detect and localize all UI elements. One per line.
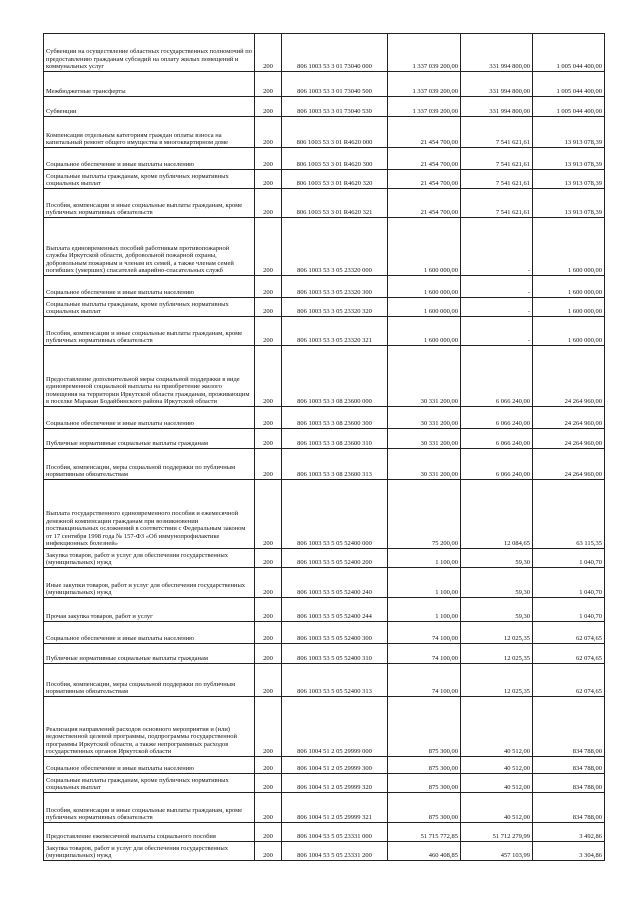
row-line-code-cell: 200 bbox=[255, 549, 282, 568]
row-unexecuted-amount-cell: 1 600 000,00 bbox=[533, 276, 605, 298]
row-approved-amount-cell: 21 454 700,00 bbox=[388, 117, 461, 148]
row-budget-code-cell: 806 1003 53 3 05 23320 300 bbox=[282, 276, 388, 298]
row-unexecuted-amount-cell: 1 005 044 400,00 bbox=[533, 34, 605, 72]
row-executed-amount-cell: 6 066 240,00 bbox=[461, 429, 533, 449]
row-line-code-cell: 200 bbox=[255, 276, 282, 298]
row-line-code-cell: 200 bbox=[255, 774, 282, 793]
row-unexecuted-amount-cell: 834 788,00 bbox=[533, 774, 605, 793]
row-budget-code-cell: 806 1003 53 5 05 52400 240 bbox=[282, 568, 388, 598]
row-approved-amount-cell: 21 454 700,00 bbox=[388, 170, 461, 189]
row-approved-amount-cell: 51 715 772,85 bbox=[388, 823, 461, 842]
row-executed-amount-cell: 12 025,35 bbox=[461, 622, 533, 644]
row-approved-amount-cell: 1 100,00 bbox=[388, 598, 461, 622]
row-name-cell: Компенсация отдельным категориям граждан оплаты взноса на капитальный ремонт общего имущества в многоквартирном доме bbox=[44, 117, 255, 148]
row-unexecuted-amount-cell: 24 264 960,00 bbox=[533, 346, 605, 407]
row-executed-amount-cell: 59,30 bbox=[461, 598, 533, 622]
row-budget-code-cell: 806 1003 53 3 01 R4620 320 bbox=[282, 170, 388, 189]
table-row bbox=[44, 644, 605, 664]
row-approved-amount-cell: 875 300,00 bbox=[388, 697, 461, 757]
row-executed-amount-cell: 331 994 800,00 bbox=[461, 97, 533, 117]
row-executed-amount-cell: 331 994 800,00 bbox=[461, 34, 533, 72]
row-budget-code-cell: 806 1004 51 2 05 29999 320 bbox=[282, 774, 388, 793]
row-approved-amount-cell: 75 200,00 bbox=[388, 480, 461, 549]
row-unexecuted-amount-cell: 62 074,65 bbox=[533, 664, 605, 697]
row-executed-amount-cell: 6 066 240,00 bbox=[461, 407, 533, 429]
row-name-cell: Социальные выплаты гражданам, кроме публичных нормативных социальных выплат bbox=[44, 774, 255, 793]
row-approved-amount-cell: 875 300,00 bbox=[388, 774, 461, 793]
row-line-code-cell: 200 bbox=[255, 622, 282, 644]
row-unexecuted-amount-cell: 13 913 078,39 bbox=[533, 148, 605, 170]
row-name-cell: Иные закупки товаров, работ и услуг для обеспечения государственных (муниципальных) нужд bbox=[44, 568, 255, 598]
row-executed-amount-cell: 7 541 621,61 bbox=[461, 189, 533, 218]
row-line-code-cell: 200 bbox=[255, 317, 282, 346]
row-budget-code-cell: 806 1003 53 3 05 23320 320 bbox=[282, 298, 388, 317]
table-row bbox=[44, 97, 605, 117]
row-name-cell: Прочая закупка товаров, работ и услуг bbox=[44, 598, 255, 622]
row-name-cell: Пособия, компенсации и иные социальные выплаты гражданам, кроме публичных нормативных обязательств bbox=[44, 189, 255, 218]
row-name-cell: Выплата государственного единовременного пособия и ежемесячной денежной компенсации гражданам при возникновении поствакцинальных осложнений в соответствии с Федеральным законом от 17 сентября 1998 года № 157-ФЗ «Об иммунопрофилактике инфекционных болезней» bbox=[44, 480, 255, 549]
row-approved-amount-cell: 460 408,85 bbox=[388, 842, 461, 861]
row-approved-amount-cell: 1 337 039 200,00 bbox=[388, 97, 461, 117]
row-budget-code-cell: 806 1003 53 3 08 23600 000 bbox=[282, 346, 388, 407]
row-budget-code-cell: 806 1003 53 5 05 52400 244 bbox=[282, 598, 388, 622]
table-row bbox=[44, 276, 605, 298]
row-line-code-cell: 200 bbox=[255, 598, 282, 622]
row-unexecuted-amount-cell: 1 040,70 bbox=[533, 549, 605, 568]
row-executed-amount-cell: 51 712 279,99 bbox=[461, 823, 533, 842]
row-budget-code-cell: 806 1003 53 5 05 52400 310 bbox=[282, 644, 388, 664]
table-row bbox=[44, 480, 605, 549]
row-budget-code-cell: 806 1003 53 3 05 23320 000 bbox=[282, 218, 388, 276]
table-row bbox=[44, 34, 605, 72]
row-executed-amount-cell: 6 066 240,00 bbox=[461, 346, 533, 407]
row-unexecuted-amount-cell: 834 788,00 bbox=[533, 757, 605, 774]
row-executed-amount-cell: 12 084,65 bbox=[461, 480, 533, 549]
row-unexecuted-amount-cell: 1 040,70 bbox=[533, 568, 605, 598]
row-executed-amount-cell: 331 994 800,00 bbox=[461, 72, 533, 97]
row-name-cell: Межбюджетные трансферты bbox=[44, 72, 255, 97]
table-row bbox=[44, 407, 605, 429]
table-row bbox=[44, 842, 605, 861]
row-unexecuted-amount-cell: 62 074,65 bbox=[533, 622, 605, 644]
row-name-cell: Реализация направлений расходов основного мероприятия и (или) ведомственной целевой программы, подпрограммы государственной программы Иркутской области, а также непрограммных расходов государственных органов Иркутской области bbox=[44, 697, 255, 757]
row-line-code-cell: 200 bbox=[255, 449, 282, 480]
table-row bbox=[44, 774, 605, 793]
table-row bbox=[44, 622, 605, 644]
table-row bbox=[44, 793, 605, 823]
row-unexecuted-amount-cell: 13 913 078,39 bbox=[533, 189, 605, 218]
table-row bbox=[44, 148, 605, 170]
row-unexecuted-amount-cell: 1 600 000,00 bbox=[533, 218, 605, 276]
table-body bbox=[44, 34, 605, 861]
row-unexecuted-amount-cell: 1 600 000,00 bbox=[533, 317, 605, 346]
row-approved-amount-cell: 21 454 700,00 bbox=[388, 189, 461, 218]
row-name-cell: Социальное обеспечение и иные выплаты населению bbox=[44, 148, 255, 170]
row-budget-code-cell: 806 1003 53 3 01 R4620 300 bbox=[282, 148, 388, 170]
row-line-code-cell: 200 bbox=[255, 117, 282, 148]
row-unexecuted-amount-cell: 24 264 960,00 bbox=[533, 407, 605, 429]
row-line-code-cell: 200 bbox=[255, 34, 282, 72]
row-budget-code-cell: 806 1003 53 3 08 23600 313 bbox=[282, 449, 388, 480]
row-line-code-cell: 200 bbox=[255, 480, 282, 549]
row-approved-amount-cell: 30 331 200,00 bbox=[388, 449, 461, 480]
row-approved-amount-cell: 875 300,00 bbox=[388, 793, 461, 823]
row-line-code-cell: 200 bbox=[255, 793, 282, 823]
row-budget-code-cell: 806 1003 53 5 05 52400 200 bbox=[282, 549, 388, 568]
row-budget-code-cell: 806 1003 53 3 01 73040 530 bbox=[282, 97, 388, 117]
row-executed-amount-cell: 59,30 bbox=[461, 549, 533, 568]
row-executed-amount-cell: 6 066 240,00 bbox=[461, 449, 533, 480]
row-executed-amount-cell: - bbox=[461, 218, 533, 276]
row-approved-amount-cell: 30 331 200,00 bbox=[388, 346, 461, 407]
table-row bbox=[44, 218, 605, 276]
table-row bbox=[44, 449, 605, 480]
row-name-cell: Пособия, компенсации, меры социальной поддержки по публичным нормативным обязательствам bbox=[44, 664, 255, 697]
row-executed-amount-cell: 40 512,00 bbox=[461, 697, 533, 757]
row-executed-amount-cell: - bbox=[461, 298, 533, 317]
row-approved-amount-cell: 1 600 000,00 bbox=[388, 298, 461, 317]
row-approved-amount-cell: 1 600 000,00 bbox=[388, 317, 461, 346]
table-row bbox=[44, 549, 605, 568]
row-executed-amount-cell: 7 541 621,61 bbox=[461, 148, 533, 170]
row-name-cell: Предоставление дополнительной меры социальной поддержки в виде единовременной социальной выплаты на приобретение жилого помещения на территории Иркутской области гражданам, проживающим в поселке Маракан Бодайбинского района Иркутской области bbox=[44, 346, 255, 407]
row-budget-code-cell: 806 1004 51 2 05 29999 300 bbox=[282, 757, 388, 774]
row-executed-amount-cell: - bbox=[461, 317, 533, 346]
row-budget-code-cell: 806 1004 51 2 05 29999 321 bbox=[282, 793, 388, 823]
row-name-cell: Публичные нормативные социальные выплаты гражданам bbox=[44, 644, 255, 664]
row-budget-code-cell: 806 1003 53 5 05 52400 300 bbox=[282, 622, 388, 644]
table-row bbox=[44, 170, 605, 189]
row-approved-amount-cell: 30 331 200,00 bbox=[388, 429, 461, 449]
row-unexecuted-amount-cell: 1 600 000,00 bbox=[533, 298, 605, 317]
row-line-code-cell: 200 bbox=[255, 697, 282, 757]
row-executed-amount-cell: 12 025,35 bbox=[461, 644, 533, 664]
table-row bbox=[44, 697, 605, 757]
row-name-cell: Субвенции bbox=[44, 97, 255, 117]
row-line-code-cell: 200 bbox=[255, 148, 282, 170]
row-name-cell: Социальное обеспечение и иные выплаты населению bbox=[44, 757, 255, 774]
row-executed-amount-cell: 40 512,00 bbox=[461, 793, 533, 823]
row-approved-amount-cell: 1 337 039 200,00 bbox=[388, 72, 461, 97]
row-budget-code-cell: 806 1003 53 5 05 52400 000 bbox=[282, 480, 388, 549]
row-line-code-cell: 200 bbox=[255, 568, 282, 598]
row-name-cell: Социальные выплаты гражданам, кроме публичных нормативных социальных выплат bbox=[44, 298, 255, 317]
row-name-cell: Социальное обеспечение и иные выплаты населению bbox=[44, 622, 255, 644]
row-unexecuted-amount-cell: 63 115,35 bbox=[533, 480, 605, 549]
row-executed-amount-cell: 59,30 bbox=[461, 568, 533, 598]
table-row bbox=[44, 598, 605, 622]
row-unexecuted-amount-cell: 3 304,86 bbox=[533, 842, 605, 861]
row-unexecuted-amount-cell: 13 913 078,39 bbox=[533, 170, 605, 189]
row-budget-code-cell: 806 1003 53 3 05 23320 321 bbox=[282, 317, 388, 346]
row-unexecuted-amount-cell: 1 040,70 bbox=[533, 598, 605, 622]
table-row bbox=[44, 72, 605, 97]
row-unexecuted-amount-cell: 834 788,00 bbox=[533, 697, 605, 757]
table-row bbox=[44, 117, 605, 148]
row-line-code-cell: 200 bbox=[255, 429, 282, 449]
row-unexecuted-amount-cell: 3 492,86 bbox=[533, 823, 605, 842]
row-budget-code-cell: 806 1003 53 3 01 73040 000 bbox=[282, 34, 388, 72]
row-line-code-cell: 200 bbox=[255, 218, 282, 276]
budget-execution-table bbox=[43, 33, 605, 861]
row-unexecuted-amount-cell: 24 264 960,00 bbox=[533, 449, 605, 480]
row-approved-amount-cell: 1 100,00 bbox=[388, 549, 461, 568]
table-row bbox=[44, 189, 605, 218]
row-name-cell: Субвенции на осуществление областных государственных полномочий по предоставлению гражданам субсидий на оплату жилых помещений и коммунальных услуг bbox=[44, 34, 255, 72]
row-line-code-cell: 200 bbox=[255, 644, 282, 664]
row-unexecuted-amount-cell: 1 005 044 400,00 bbox=[533, 97, 605, 117]
row-line-code-cell: 200 bbox=[255, 346, 282, 407]
row-name-cell: Предоставление ежемесячной выплаты социального пособия bbox=[44, 823, 255, 842]
row-name-cell: Пособия, компенсации и иные социальные выплаты гражданам, кроме публичных нормативных обязательств bbox=[44, 317, 255, 346]
row-approved-amount-cell: 30 331 200,00 bbox=[388, 407, 461, 429]
row-name-cell: Социальные выплаты гражданам, кроме публичных нормативных социальных выплат bbox=[44, 170, 255, 189]
table-row bbox=[44, 346, 605, 407]
row-budget-code-cell: 806 1003 53 3 01 R4620 321 bbox=[282, 189, 388, 218]
row-budget-code-cell: 806 1004 51 2 05 29999 000 bbox=[282, 697, 388, 757]
row-approved-amount-cell: 1 600 000,00 bbox=[388, 276, 461, 298]
table-row bbox=[44, 317, 605, 346]
row-name-cell: Пособия, компенсации и иные социальные выплаты гражданам, кроме публичных нормативных обязательств bbox=[44, 793, 255, 823]
row-budget-code-cell: 806 1003 53 5 05 52400 313 bbox=[282, 664, 388, 697]
row-line-code-cell: 200 bbox=[255, 97, 282, 117]
table-row bbox=[44, 757, 605, 774]
row-budget-code-cell: 806 1003 53 3 01 R4620 000 bbox=[282, 117, 388, 148]
row-approved-amount-cell: 1 100,00 bbox=[388, 568, 461, 598]
row-name-cell: Социальное обеспечение и иные выплаты населению bbox=[44, 407, 255, 429]
row-unexecuted-amount-cell: 1 005 044 400,00 bbox=[533, 72, 605, 97]
row-approved-amount-cell: 1 600 000,00 bbox=[388, 218, 461, 276]
row-approved-amount-cell: 21 454 700,00 bbox=[388, 148, 461, 170]
table-row bbox=[44, 823, 605, 842]
row-executed-amount-cell: 40 512,00 bbox=[461, 757, 533, 774]
row-name-cell: Социальное обеспечение и иные выплаты населению bbox=[44, 276, 255, 298]
row-budget-code-cell: 806 1004 53 5 05 23331 000 bbox=[282, 823, 388, 842]
row-budget-code-cell: 806 1004 53 5 05 23331 200 bbox=[282, 842, 388, 861]
row-executed-amount-cell: 40 512,00 bbox=[461, 774, 533, 793]
row-approved-amount-cell: 74 100,00 bbox=[388, 644, 461, 664]
row-executed-amount-cell: 12 025,35 bbox=[461, 664, 533, 697]
row-executed-amount-cell: 7 541 621,61 bbox=[461, 170, 533, 189]
row-line-code-cell: 200 bbox=[255, 842, 282, 861]
row-executed-amount-cell: 457 103,99 bbox=[461, 842, 533, 861]
row-name-cell: Пособия, компенсации, меры социальной поддержки по публичным нормативным обязательствам bbox=[44, 449, 255, 480]
row-line-code-cell: 200 bbox=[255, 757, 282, 774]
row-line-code-cell: 200 bbox=[255, 72, 282, 97]
row-line-code-cell: 200 bbox=[255, 170, 282, 189]
row-approved-amount-cell: 74 100,00 bbox=[388, 622, 461, 644]
row-budget-code-cell: 806 1003 53 3 01 73040 500 bbox=[282, 72, 388, 97]
row-name-cell: Закупка товаров, работ и услуг для обеспечения государственных (муниципальных) нужд bbox=[44, 549, 255, 568]
row-executed-amount-cell: 7 541 621,61 bbox=[461, 117, 533, 148]
row-name-cell: Публичные нормативные социальные выплаты гражданам bbox=[44, 429, 255, 449]
table-row bbox=[44, 298, 605, 317]
row-line-code-cell: 200 bbox=[255, 407, 282, 429]
row-line-code-cell: 200 bbox=[255, 823, 282, 842]
row-budget-code-cell: 806 1003 53 3 08 23600 300 bbox=[282, 407, 388, 429]
row-unexecuted-amount-cell: 24 264 960,00 bbox=[533, 429, 605, 449]
row-line-code-cell: 200 bbox=[255, 664, 282, 697]
row-name-cell: Выплата единовременных пособий работникам противопожарной службы Иркутской области, добровольной пожарной охраны, добровольным пожарным и членам их семей, а также членам семей погибших (умерших) спасателей аварийно-спасательных служб bbox=[44, 218, 255, 276]
table-row bbox=[44, 568, 605, 598]
row-approved-amount-cell: 74 100,00 bbox=[388, 664, 461, 697]
row-approved-amount-cell: 875 300,00 bbox=[388, 757, 461, 774]
row-unexecuted-amount-cell: 13 913 078,39 bbox=[533, 117, 605, 148]
table-row bbox=[44, 429, 605, 449]
row-name-cell: Закупка товаров, работ и услуг для обеспечения государственных (муниципальных) нужд bbox=[44, 842, 255, 861]
row-unexecuted-amount-cell: 62 074,65 bbox=[533, 644, 605, 664]
row-line-code-cell: 200 bbox=[255, 189, 282, 218]
row-line-code-cell: 200 bbox=[255, 298, 282, 317]
row-unexecuted-amount-cell: 834 788,00 bbox=[533, 793, 605, 823]
row-budget-code-cell: 806 1003 53 3 08 23600 310 bbox=[282, 429, 388, 449]
row-executed-amount-cell: - bbox=[461, 276, 533, 298]
table-row bbox=[44, 664, 605, 697]
row-approved-amount-cell: 1 337 039 200,00 bbox=[388, 34, 461, 72]
